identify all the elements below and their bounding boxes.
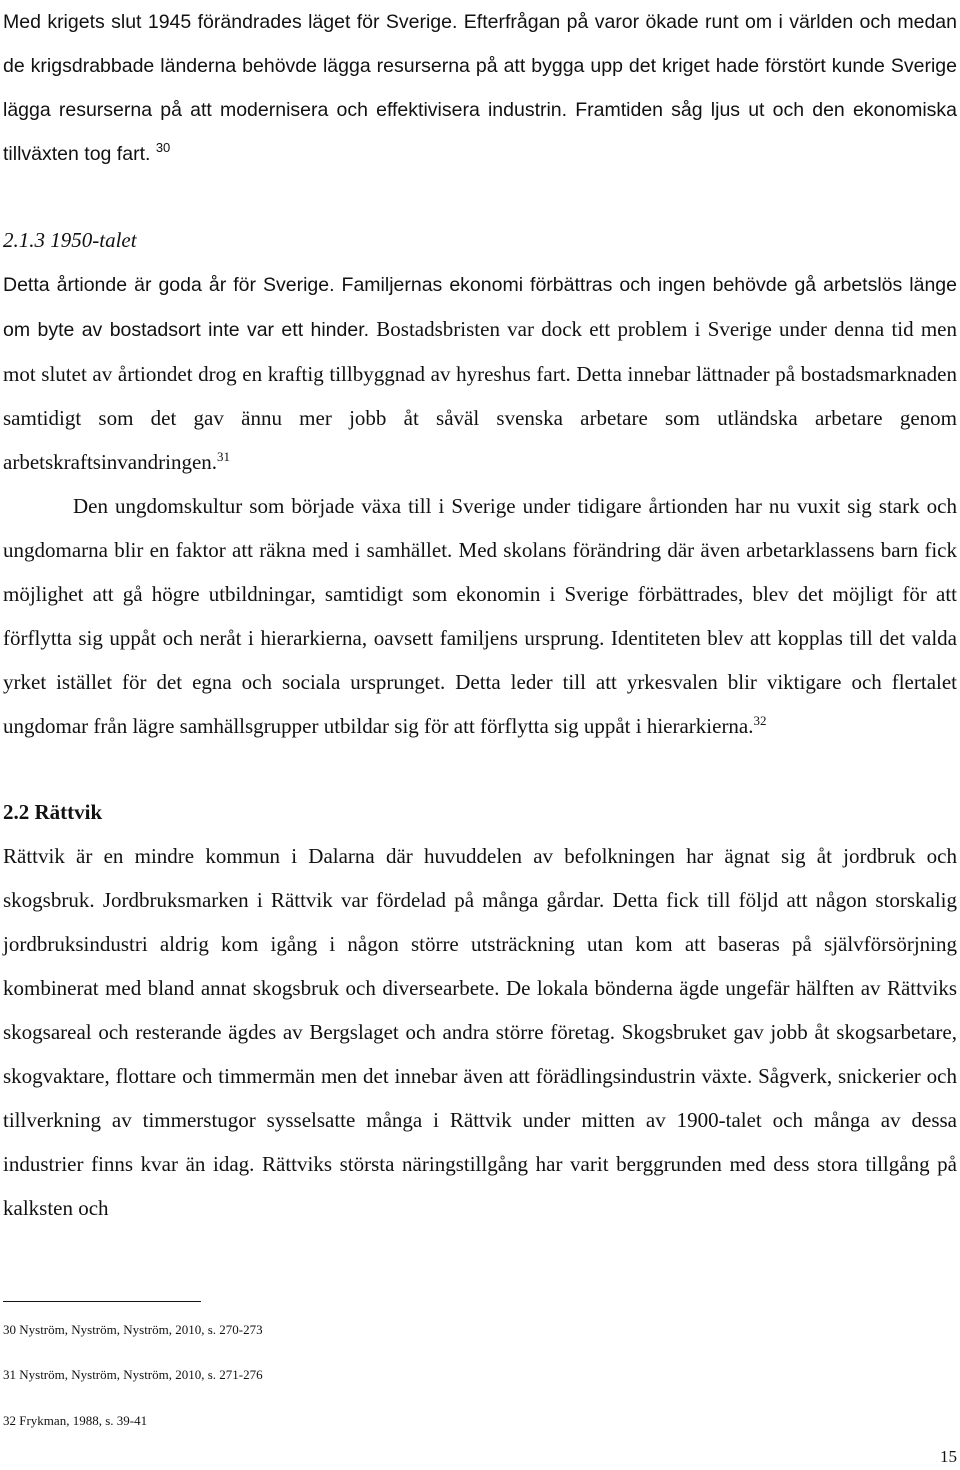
footnote-separator xyxy=(3,1301,201,1302)
footnote-30: 30 Nyström, Nyström, Nyström, 2010, s. 270-273 xyxy=(3,1322,263,1337)
paragraph-rattvik: Rättvik är en mindre kommun i Dalarna där huvuddelen av befolkningen har ägnat sig åt jordbruk och skogsbruk. Jordbruksmarken i Rättvik var fördelad på många gårdar. Detta fick till följd att någon storskalig jordbruksindustri aldrig kom igång i någon större utsträckning utan kom att baseras på självförsörjning kombinerat med bland annat skogsbruk och diversearbete. De lokala bönderna ägde ungefär hälften av Rättviks skogsareal och resterande ägdes av Bergslaget och andra större företag. Skogsbruket gav jobb åt skogsarbetare, skogvaktare, flottare och timmermän men det innebar även att förädlingsindustrin växte. Sågverk, snickerier och tillverkning av timmerstugor sysselsatte många i Rättvik under mitten av 1900-talet och många av dessa industrier finns kvar än idag. Rättviks största näringstillgång har varit berggrunden med dess stora tillgång på kalksten och xyxy=(3,844,957,1220)
footnote-ref-31: 31 xyxy=(217,449,231,464)
page-number: 15 xyxy=(940,1447,957,1466)
footnote-32: 32 Frykman, 1988, s. 39-41 xyxy=(3,1413,148,1428)
paragraph-1950-b xyxy=(3,484,957,748)
page-body xyxy=(3,0,957,1230)
section-heading-1950: 2.1.3 1950-talet xyxy=(3,228,137,252)
intro-paragraph xyxy=(3,0,957,176)
intro-text: Med krigets slut 1945 förändrades läget för Sverige. Efterfrågan på varor ökade runt om i världen och medan de krigsdrabbade länderna behövde lägga resurserna på att bygga upp det kriget hade förstört kunde Sverige lägga resurserna på att modernisera och effektivisera industrin. Framtiden såg ljus ut och den ekonomiska tillväxten tog fart. xyxy=(3,11,957,165)
footnote-ref-32: 32 xyxy=(753,713,767,728)
paragraph-1950-a-serif: Bostadsbristen var dock ett problem i Sverige under denna tid men mot slutet av årtiondet drog en kraftig tillbyggnad av hyreshus fart. Detta innebar lättnader på bostadsmarknaden samtidigt som det gav ännu mer jobb åt såväl svenska arbetare som utländska arbetare genom arbetskraftsinvandringen. xyxy=(3,317,957,474)
section-heading-rattvik: 2.2 Rättvik xyxy=(3,800,103,824)
spacer xyxy=(3,748,957,790)
paragraph-1950-a xyxy=(3,262,957,484)
footnote-ref-30: 30 xyxy=(155,140,171,155)
paragraph-1950-b-text: Den ungdomskultur som började växa till i Sverige under tidigare årtionden har nu vuxit sig stark och ungdomarna blir en faktor att räkna med i samhället. Med skolans förändring där även arbetarklassens barn fick möjlighet att gå högre utbildningar, samtidigt som ekonomin i Sverige förbättrades, blev det möjligt för att förflytta sig uppåt och neråt i hierarkierna, oavsett familjens ursprung. Identiteten blev att kopplas till det valda yrket istället för det egna och sociala ursprunget. Detta leder till att yrkesvalen blir viktigare och flertalet ungdomar från lägre samhällsgrupper utbildar sig för att förflytta sig uppåt i hierarkierna. xyxy=(3,494,957,738)
footnote-31: 31 Nyström, Nyström, Nyström, 2010, s. 271-276 xyxy=(3,1367,263,1382)
spacer xyxy=(3,176,957,218)
paragraph-1950-a-sans: Detta årtionde är goda år för Sverige. Familjernas ekonomi förbättras och ingen behövde gå arbetslös länge om byte av bostadsort inte var ett hinder. xyxy=(3,274,957,341)
